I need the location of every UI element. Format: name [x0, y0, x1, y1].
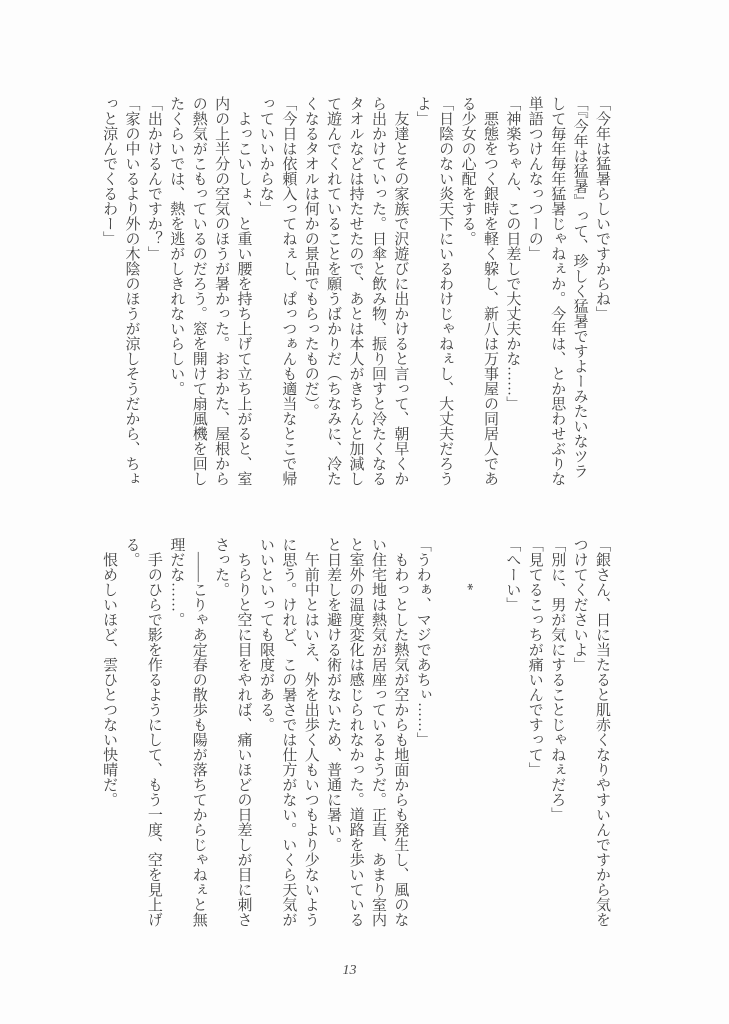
paragraph: 午前中とはいえ、外を出歩く人もいつもより少ないように思う。けれど、この暑さでは仕方がない。いくら天気がいいといっても限度がある。 — [257, 537, 319, 927]
paragraph: 友達とその家族で沢遊びに出かけると言って、朝早くから出かけていった。日傘と飲み物、振り回すと冷たくなるタオルなどは持たせたので、あとは本人がきちんと加減して遊んでくれていることを願うばかりだ（ちなみに、冷たくなるタオルは何かの景品でもらったものだ）。 — [302, 96, 409, 486]
paragraph: 「へーい」 — [504, 537, 521, 612]
paragraph: 「出かけるんですか？」 — [145, 96, 162, 261]
paragraph: 「日陰のない炎天下にいるわけじゃねぇし、大丈夫だろうよ」 — [414, 96, 454, 486]
page-number: 13 — [342, 963, 357, 978]
paragraph: 「『今年は猛暑』って、珍しく猛暑ですよーみたいなツラして毎年毎年猛暑じゃねぇか。今年は、とか思わせぶりな単語つけんなっつーの」 — [526, 96, 588, 486]
paragraph: 「見てるこっちが痛いんですって」 — [526, 537, 543, 777]
paragraph: もわっとした熱気が空からも地面からも発生し、風のない住宅地は熱気が居座っているようだ。正直、あまり室内と室外の温度変化は感じられなかった。道路を歩いていると日差しを避ける術がないため、普通に暑い。 — [325, 537, 409, 927]
section-break-asterisk: * — [459, 583, 476, 591]
paragraph: 恨めしいほど、雲ひとつない快晴だ。 — [101, 537, 118, 807]
paragraph: 「別に、男が気にすることじゃねぇだろ」 — [549, 537, 566, 822]
text-band-top — [98, 96, 613, 492]
paragraph: 「銀さん、日に当たると肌赤くなりやすいんですから気をつけてくださいよ」 — [571, 537, 610, 927]
paragraph: 「今日は依頼入ってねぇし、ぱっつぁんも適当なとこで帰っていいからな」 — [257, 96, 297, 486]
paragraph: 「今年は猛暑らしいですからね」 — [594, 96, 610, 321]
paragraph: 手のひらで影を作るようにして、もう一度、空を見上げる。 — [123, 537, 162, 927]
paragraph: ちらりと空に目をやれば、痛いほどの日差しが目に刺ささった。 — [213, 537, 252, 927]
paragraph: 「神楽ちゃん、この日差しで大丈夫かな……」 — [504, 96, 521, 411]
paragraph: よっこいしょ、と重い腰を持ち上げて立ち上がると、室内の上半分の空気のほうが暑かった。おおかた、屋根からの熱気がこもっているのだろう。窓を開けて扇風機を回したくらいでは、熱を逃がしきれないらしい。 — [168, 96, 252, 486]
text-band-bottom — [98, 537, 613, 933]
paragraph: 「うわぁ、マジであちぃ……」 — [414, 537, 431, 747]
paragraph: 悪態をつく銀時を軽く躱し、新八は万事屋の同居人である少女の心配をする。 — [459, 96, 498, 486]
paragraph: 「家の中いるより外の木陰のほうが涼しそうだから、ちょっと涼んでくるわー」 — [101, 96, 140, 486]
paragraph: ――こりゃあ定春の散歩も陽が落ちてからじゃねぇと無理だな……。 — [168, 537, 207, 927]
